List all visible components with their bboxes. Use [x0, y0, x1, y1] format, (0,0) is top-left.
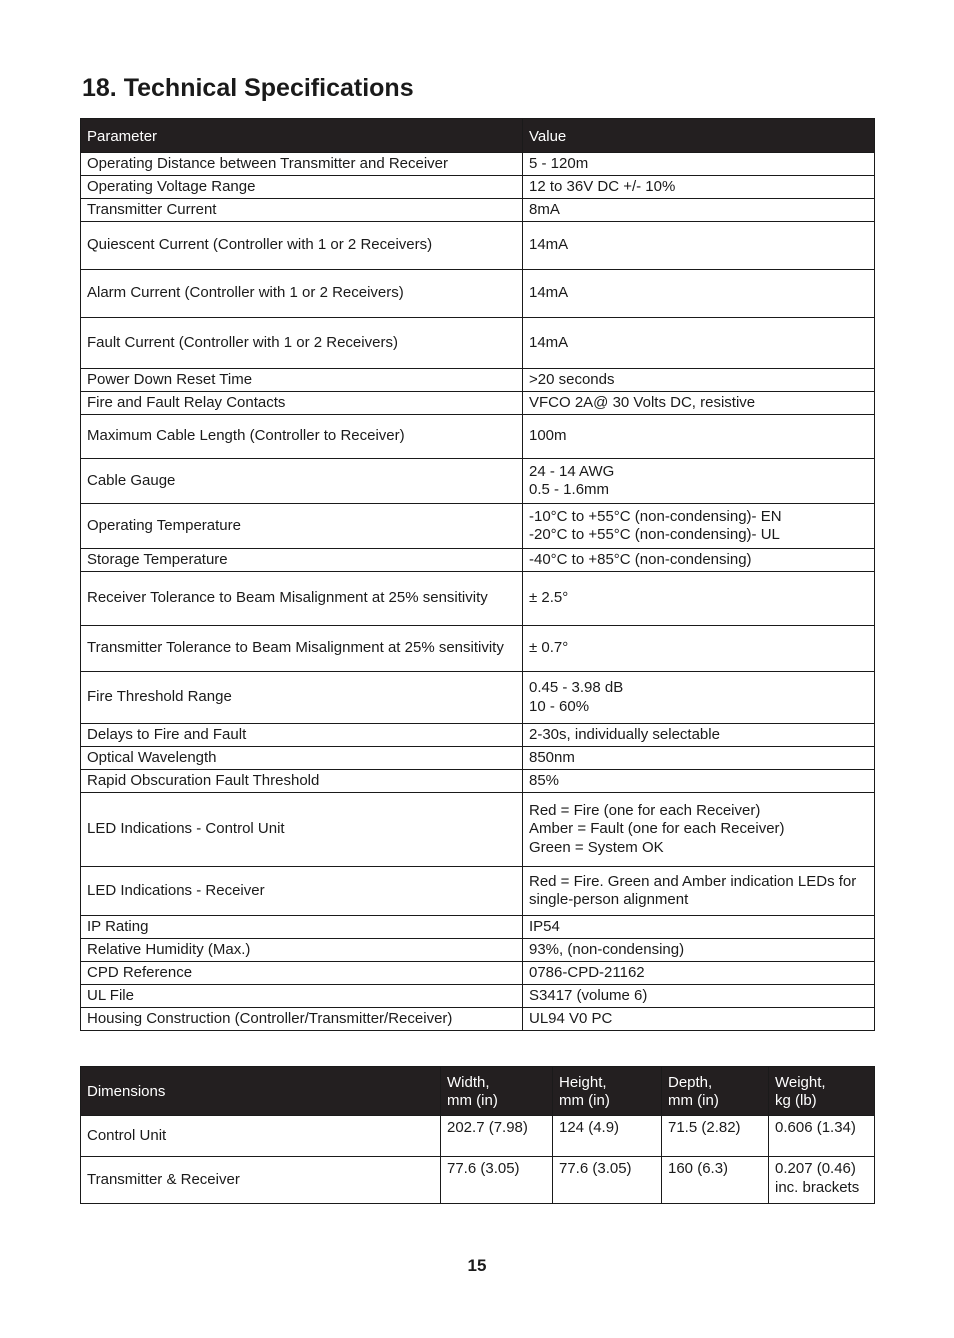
value-cell — [523, 318, 875, 369]
value-cell-line: VFCO 2A@ 30 Volts DC, resistive — [529, 393, 756, 411]
value-cell — [523, 199, 875, 222]
value-cell — [523, 270, 875, 318]
parameter-cell: LED Indications - Receiver — [81, 867, 523, 916]
table-row — [81, 916, 875, 939]
header-width-line: mm (in) — [447, 1092, 498, 1109]
value-cell — [523, 626, 875, 672]
table-row — [81, 392, 875, 415]
value-cell — [523, 985, 875, 1008]
table-row — [81, 549, 875, 572]
header-height-line: Height, — [559, 1073, 607, 1091]
value-cell — [523, 415, 875, 459]
header-height — [553, 1067, 662, 1116]
spec-table-body — [81, 153, 875, 1031]
page-title: 18. Technical Specifications — [82, 74, 414, 102]
header-dimensions-line: Dimensions — [87, 1082, 166, 1100]
parameter-cell: Transmitter Tolerance to Beam Misalignment at 25% sensitivity — [81, 626, 523, 672]
parameter-cell: Cable Gauge — [81, 459, 523, 504]
depth-cell — [662, 1116, 769, 1157]
page-number: 15 — [467, 1256, 487, 1275]
value-cell-line: Amber = Fault (one for each Receiver) — [529, 820, 785, 838]
dimensions-row — [81, 1116, 875, 1157]
parameter-cell: Fault Current (Controller with 1 or 2 Receivers) — [81, 318, 523, 369]
parameter-cell: Storage Temperature — [81, 549, 523, 572]
value-cell-line: 0786-CPD-21162 — [529, 963, 645, 981]
dimensions-table-body — [81, 1116, 875, 1204]
value-cell — [523, 459, 875, 504]
depth-cell-line: 71.5 (2.82) — [668, 1119, 741, 1136]
weight-cell-line: 0.606 (1.34) — [775, 1119, 856, 1136]
value-cell-line: Red = Fire (one for each Receiver) — [529, 801, 761, 819]
value-cell-line: S3417 (volume 6) — [529, 986, 648, 1004]
table-row — [81, 270, 875, 318]
table-row — [81, 770, 875, 793]
value-cell-line: 0.5 - 1.6mm — [529, 481, 610, 498]
value-cell-line: 10 - 60% — [529, 697, 590, 715]
header-weight-line: Weight, — [775, 1073, 826, 1091]
value-cell-line: 14mA — [529, 236, 569, 254]
technical-specifications-table — [80, 118, 875, 1031]
table-row — [81, 415, 875, 459]
value-cell — [523, 176, 875, 199]
height-cell-line: 124 (4.9) — [559, 1119, 620, 1136]
table-row — [81, 572, 875, 626]
value-cell-line: 12 to 36V DC +/- 10% — [529, 177, 676, 195]
table-row — [81, 626, 875, 672]
parameter-cell: Quiescent Current (Controller with 1 or 2 Receivers) — [81, 222, 523, 270]
header-width-line: Width, — [447, 1073, 490, 1091]
value-cell — [523, 504, 875, 549]
parameter-cell: Operating Voltage Range — [81, 176, 523, 199]
depth-cell — [662, 1157, 769, 1204]
parameter-cell: Operating Distance between Transmitter and Receiver — [81, 153, 523, 176]
weight-cell-line: inc. brackets — [775, 1178, 860, 1196]
value-cell — [523, 549, 875, 572]
column-header-value: Value — [523, 119, 875, 153]
value-cell-line: 8mA — [529, 200, 560, 218]
parameter-cell: LED Indications - Control Unit — [81, 793, 523, 867]
value-cell — [523, 724, 875, 747]
width-cell-line: 77.6 (3.05) — [447, 1160, 520, 1177]
value-cell-line: Red = Fire. Green and Amber indication LEDs for — [529, 872, 857, 890]
value-cell — [523, 222, 875, 270]
dimensions-row — [81, 1157, 875, 1204]
width-cell — [441, 1157, 553, 1204]
width-cell — [441, 1116, 553, 1157]
table-row — [81, 369, 875, 392]
value-cell-line: 2-30s, individually selectable — [529, 725, 720, 743]
table-row — [81, 962, 875, 985]
height-cell — [553, 1116, 662, 1157]
parameter-cell: Delays to Fire and Fault — [81, 724, 523, 747]
table-row — [81, 504, 875, 549]
weight-cell — [769, 1157, 875, 1204]
value-cell-line: -20°C to +55°C (non-condensing)- UL — [529, 526, 780, 543]
height-cell-line: 77.6 (3.05) — [559, 1160, 632, 1177]
value-cell — [523, 392, 875, 415]
value-cell — [523, 939, 875, 962]
table-header-row — [81, 119, 875, 153]
parameter-cell: Optical Wavelength — [81, 747, 523, 770]
column-header-parameter: Parameter — [81, 119, 523, 153]
parameter-cell: Maximum Cable Length (Controller to Receiver) — [81, 415, 523, 459]
value-cell-line: -40°C to +85°C (non-condensing) — [529, 550, 752, 568]
value-cell — [523, 1008, 875, 1031]
parameter-cell: Power Down Reset Time — [81, 369, 523, 392]
value-cell-line: 85% — [529, 771, 560, 789]
value-cell-line: 850nm — [529, 748, 575, 766]
value-cell — [523, 153, 875, 176]
parameter-cell: Operating Temperature — [81, 504, 523, 549]
value-cell-line: 93%, (non-condensing) — [529, 940, 685, 958]
table-row — [81, 793, 875, 867]
value-cell-line: single-person alignment — [529, 891, 689, 908]
table-row — [81, 1008, 875, 1031]
value-cell — [523, 962, 875, 985]
dimensions-row-label: Control Unit — [81, 1116, 441, 1157]
weight-cell — [769, 1116, 875, 1157]
value-cell-line: >20 seconds — [529, 370, 615, 388]
value-cell — [523, 672, 875, 724]
value-cell-line: ± 0.7° — [529, 639, 569, 657]
parameter-cell: Alarm Current (Controller with 1 or 2 Receivers) — [81, 270, 523, 318]
value-cell-line: 5 - 120m — [529, 154, 589, 172]
parameter-cell: Transmitter Current — [81, 199, 523, 222]
table-row — [81, 459, 875, 504]
value-cell-line: ± 2.5° — [529, 589, 569, 607]
dimensions-header-row — [81, 1067, 875, 1116]
parameter-cell: Fire Threshold Range — [81, 672, 523, 724]
value-cell — [523, 793, 875, 867]
header-weight — [769, 1067, 875, 1116]
dimensions-row-label: Transmitter & Receiver — [81, 1157, 441, 1204]
header-weight-line: kg (lb) — [775, 1092, 817, 1109]
value-cell-line: IP54 — [529, 917, 560, 935]
parameter-cell: Rapid Obscuration Fault Threshold — [81, 770, 523, 793]
header-height-line: mm (in) — [559, 1092, 610, 1109]
parameter-cell: UL File — [81, 985, 523, 1008]
table-row — [81, 985, 875, 1008]
value-cell-line: UL94 V0 PC — [529, 1009, 613, 1027]
table-row — [81, 153, 875, 176]
header-dimensions — [81, 1067, 441, 1116]
parameter-cell: Housing Construction (Controller/Transmitter/Receiver) — [81, 1008, 523, 1031]
parameter-cell: Relative Humidity (Max.) — [81, 939, 523, 962]
parameter-cell: CPD Reference — [81, 962, 523, 985]
table-row — [81, 176, 875, 199]
value-cell — [523, 572, 875, 626]
weight-cell-line: 0.207 (0.46) — [775, 1160, 856, 1177]
value-cell-line: Green = System OK — [529, 838, 664, 856]
table-row — [81, 672, 875, 724]
parameter-cell: Receiver Tolerance to Beam Misalignment at 25% sensitivity — [81, 572, 523, 626]
height-cell — [553, 1157, 662, 1204]
header-depth — [662, 1067, 769, 1116]
value-cell-line: 14mA — [529, 284, 569, 302]
parameter-cell: IP Rating — [81, 916, 523, 939]
value-cell — [523, 770, 875, 793]
width-cell-line: 202.7 (7.98) — [447, 1119, 528, 1136]
table-row — [81, 939, 875, 962]
value-cell-line: -10°C to +55°C (non-condensing)- EN — [529, 507, 782, 525]
value-cell-line: 24 - 14 AWG — [529, 462, 615, 480]
table-row — [81, 199, 875, 222]
header-width — [441, 1067, 553, 1116]
value-cell-line: 100m — [529, 427, 567, 445]
table-row — [81, 222, 875, 270]
depth-cell-line: 160 (6.3) — [668, 1160, 729, 1177]
table-row — [81, 747, 875, 770]
table-row — [81, 318, 875, 369]
value-cell-line: 0.45 - 3.98 dB — [529, 679, 624, 696]
value-cell — [523, 747, 875, 770]
dimensions-table — [80, 1066, 875, 1204]
value-cell — [523, 916, 875, 939]
table-row — [81, 724, 875, 747]
value-cell — [523, 867, 875, 916]
table-row — [81, 867, 875, 916]
value-cell-line: 14mA — [529, 333, 569, 351]
header-depth-line: mm (in) — [668, 1092, 719, 1109]
parameter-cell: Fire and Fault Relay Contacts — [81, 392, 523, 415]
value-cell — [523, 369, 875, 392]
header-depth-line: Depth, — [668, 1073, 713, 1091]
